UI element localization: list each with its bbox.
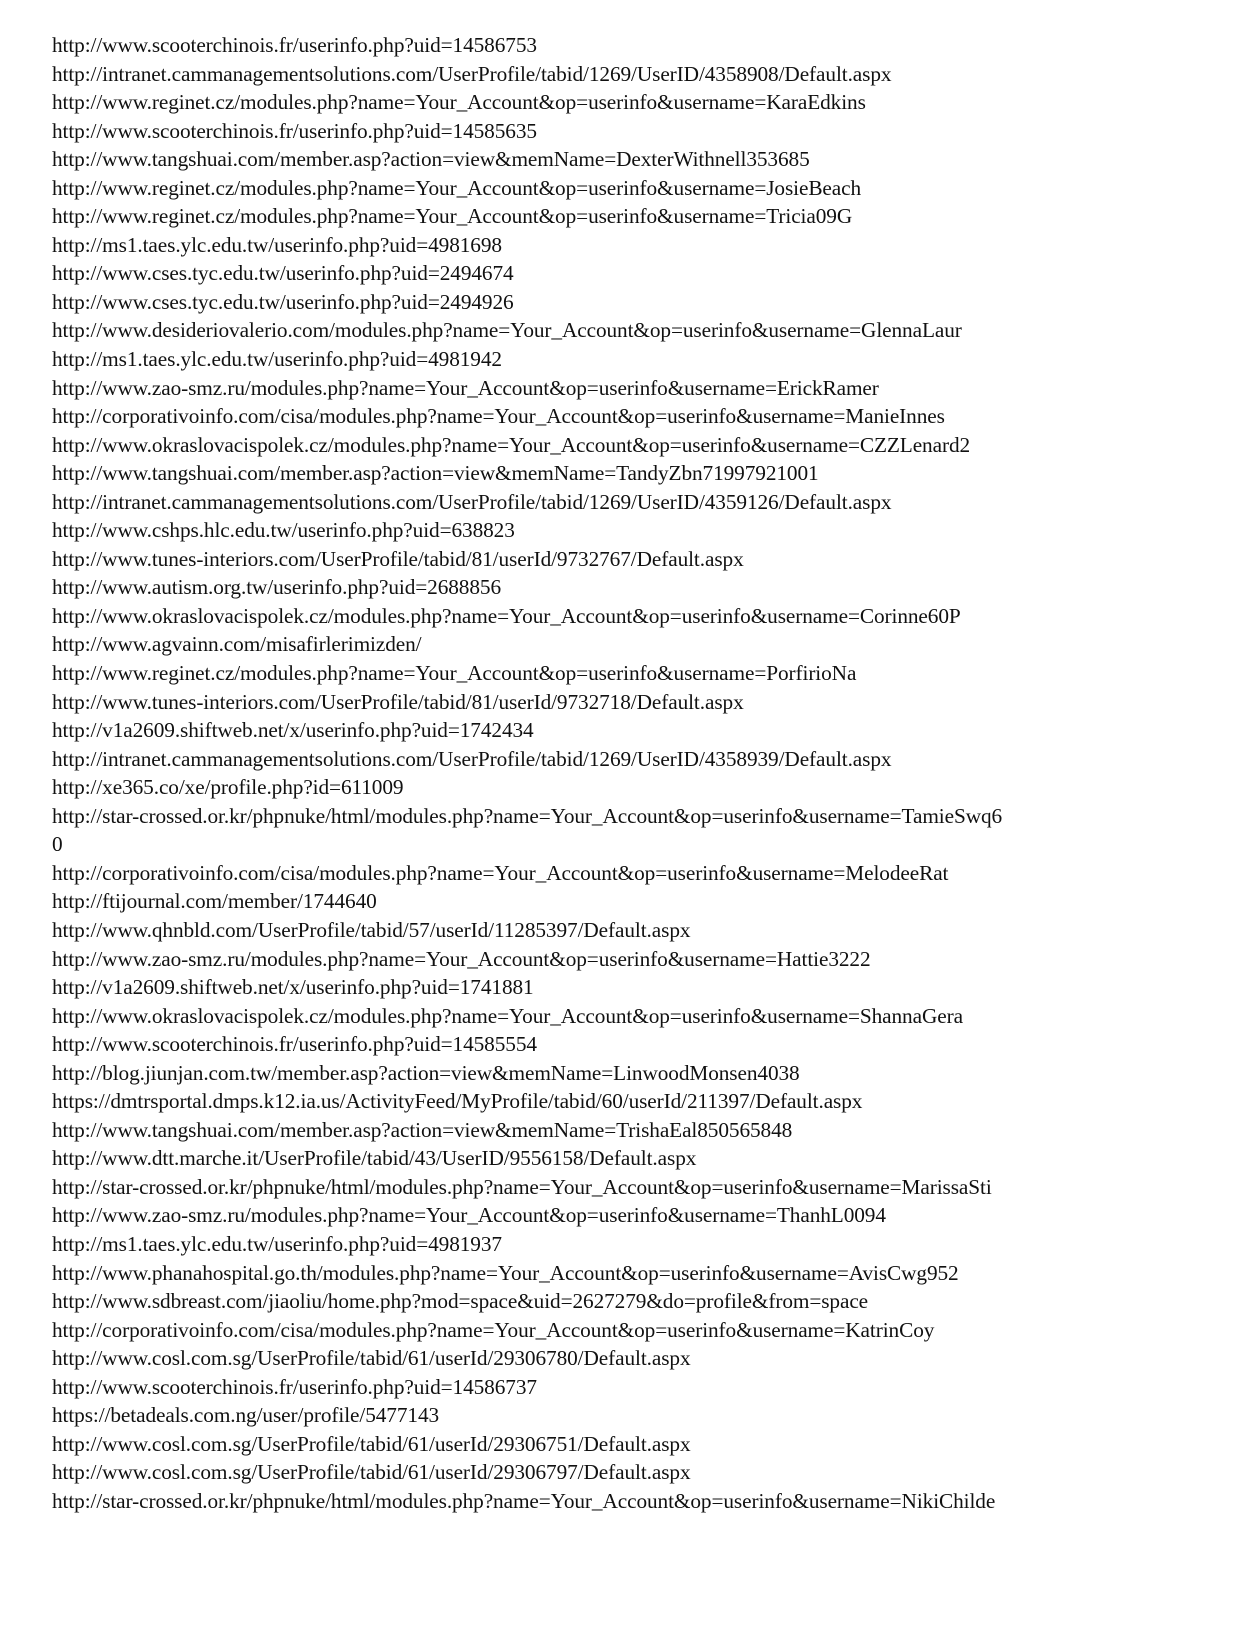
url-line: http://www.tangshuai.com/member.asp?action=view&memName=TrishaEal850565848 <box>52 1117 793 1142</box>
url-line: http://www.reginet.cz/modules.php?name=Your_Account&op=userinfo&username=Tricia09G <box>52 204 853 229</box>
url-line: 0 <box>52 832 63 857</box>
url-line: http://www.dtt.marche.it/UserProfile/tabid/43/UserID/9556158/Default.aspx <box>52 1146 697 1171</box>
url-line: http://www.qhnbld.com/UserProfile/tabid/57/userId/11285397/Default.aspx <box>52 917 691 942</box>
url-line: http://star-crossed.or.kr/phpnuke/html/modules.php?name=Your_Account&op=userinfo&username=NikiChilde <box>52 1488 996 1513</box>
url-line: http://www.cshps.hlc.edu.tw/userinfo.php?uid=638823 <box>52 518 515 543</box>
url-line: http://www.scooterchinois.fr/userinfo.php?uid=14586737 <box>52 1374 537 1399</box>
url-line: http://www.scooterchinois.fr/userinfo.php?uid=14585635 <box>52 118 537 143</box>
url-line: http://www.reginet.cz/modules.php?name=Your_Account&op=userinfo&username=KaraEdkins <box>52 90 866 115</box>
url-line: https://betadeals.com.ng/user/profile/5477143 <box>52 1403 440 1428</box>
url-line: http://ms1.taes.ylc.edu.tw/userinfo.php?uid=4981937 <box>52 1231 502 1256</box>
url-line: http://www.agvainn.com/misafirlerimizden/ <box>52 632 422 657</box>
url-line: http://intranet.cammanagementsolutions.com/UserProfile/tabid/1269/UserID/4358939/Default.aspx <box>52 746 892 771</box>
url-line: http://star-crossed.or.kr/phpnuke/html/modules.php?name=Your_Account&op=userinfo&username=TamieSwq6 <box>52 803 1003 828</box>
url-line: http://www.cses.tyc.edu.tw/userinfo.php?uid=2494926 <box>52 289 514 314</box>
url-line: https://dmtrsportal.dmps.k12.ia.us/ActivityFeed/MyProfile/tabid/60/userId/211397/Default.aspx <box>52 1089 863 1114</box>
url-line: http://ms1.taes.ylc.edu.tw/userinfo.php?uid=4981698 <box>52 232 502 257</box>
url-line: http://www.cses.tyc.edu.tw/userinfo.php?uid=2494674 <box>52 261 514 286</box>
url-line: http://www.okraslovacispolek.cz/modules.php?name=Your_Account&op=userinfo&username=ShannaGera <box>52 1003 963 1028</box>
url-line: http://www.okraslovacispolek.cz/modules.php?name=Your_Account&op=userinfo&username=CZZLenard2 <box>52 432 971 457</box>
url-line: http://blog.jiunjan.com.tw/member.asp?action=view&memName=LinwoodMonsen4038 <box>52 1060 800 1085</box>
url-line: http://www.zao-smz.ru/modules.php?name=Your_Account&op=userinfo&username=Hattie3222 <box>52 946 871 971</box>
url-line: http://www.cosl.com.sg/UserProfile/tabid/61/userId/29306797/Default.aspx <box>52 1460 691 1485</box>
url-line: http://www.tangshuai.com/member.asp?action=view&memName=DexterWithnell353685 <box>52 147 810 172</box>
url-line: http://www.zao-smz.ru/modules.php?name=Your_Account&op=userinfo&username=ThanhL0094 <box>52 1203 886 1228</box>
url-line: http://ms1.taes.ylc.edu.tw/userinfo.php?uid=4981942 <box>52 347 502 372</box>
url-line: http://corporativoinfo.com/cisa/modules.php?name=Your_Account&op=userinfo&username=KatrinCoy <box>52 1317 935 1342</box>
url-line: http://ftijournal.com/member/1744640 <box>52 889 377 914</box>
url-line: http://www.zao-smz.ru/modules.php?name=Your_Account&op=userinfo&username=ErickRamer <box>52 375 879 400</box>
url-line: http://www.desideriovalerio.com/modules.php?name=Your_Account&op=userinfo&username=GlennaLaur <box>52 318 962 343</box>
url-line: http://www.autism.org.tw/userinfo.php?uid=2688856 <box>52 575 501 600</box>
url-line: http://www.tangshuai.com/member.asp?action=view&memName=TandyZbn71997921001 <box>52 461 819 486</box>
url-line: http://corporativoinfo.com/cisa/modules.php?name=Your_Account&op=userinfo&username=MelodeeRat <box>52 860 949 885</box>
url-line: http://v1a2609.shiftweb.net/x/userinfo.php?uid=1741881 <box>52 975 534 1000</box>
url-line: http://star-crossed.or.kr/phpnuke/html/modules.php?name=Your_Account&op=userinfo&username=MarissaSti <box>52 1174 992 1199</box>
url-line: http://intranet.cammanagementsolutions.com/UserProfile/tabid/1269/UserID/4358908/Default.aspx <box>52 61 892 86</box>
url-line: http://corporativoinfo.com/cisa/modules.php?name=Your_Account&op=userinfo&username=ManieInnes <box>52 404 945 429</box>
url-line: http://www.cosl.com.sg/UserProfile/tabid/61/userId/29306780/Default.aspx <box>52 1346 691 1371</box>
url-line: http://www.sdbreast.com/jiaoliu/home.php?mod=space&uid=2627279&do=profile&from=space <box>52 1289 869 1314</box>
url-line: http://www.phanahospital.go.th/modules.php?name=Your_Account&op=userinfo&username=AvisCwg952 <box>52 1260 959 1285</box>
url-line: http://www.reginet.cz/modules.php?name=Your_Account&op=userinfo&username=JosieBeach <box>52 175 862 200</box>
url-line: http://www.tunes-interiors.com/UserProfile/tabid/81/userId/9732767/Default.aspx <box>52 546 744 571</box>
url-line: http://www.tunes-interiors.com/UserProfile/tabid/81/userId/9732718/Default.aspx <box>52 689 744 714</box>
url-list-document <box>52 31 1212 1515</box>
url-line: http://www.reginet.cz/modules.php?name=Your_Account&op=userinfo&username=PorfirioNa <box>52 661 857 686</box>
url-line: http://www.okraslovacispolek.cz/modules.php?name=Your_Account&op=userinfo&username=Corinne60P <box>52 603 961 628</box>
url-line: http://intranet.cammanagementsolutions.com/UserProfile/tabid/1269/UserID/4359126/Default.aspx <box>52 489 892 514</box>
url-line: http://xe365.co/xe/profile.php?id=611009 <box>52 775 404 800</box>
url-line: http://v1a2609.shiftweb.net/x/userinfo.php?uid=1742434 <box>52 718 534 743</box>
url-line: http://www.cosl.com.sg/UserProfile/tabid/61/userId/29306751/Default.aspx <box>52 1431 691 1456</box>
url-line: http://www.scooterchinois.fr/userinfo.php?uid=14585554 <box>52 1032 537 1057</box>
url-line: http://www.scooterchinois.fr/userinfo.php?uid=14586753 <box>52 33 537 57</box>
